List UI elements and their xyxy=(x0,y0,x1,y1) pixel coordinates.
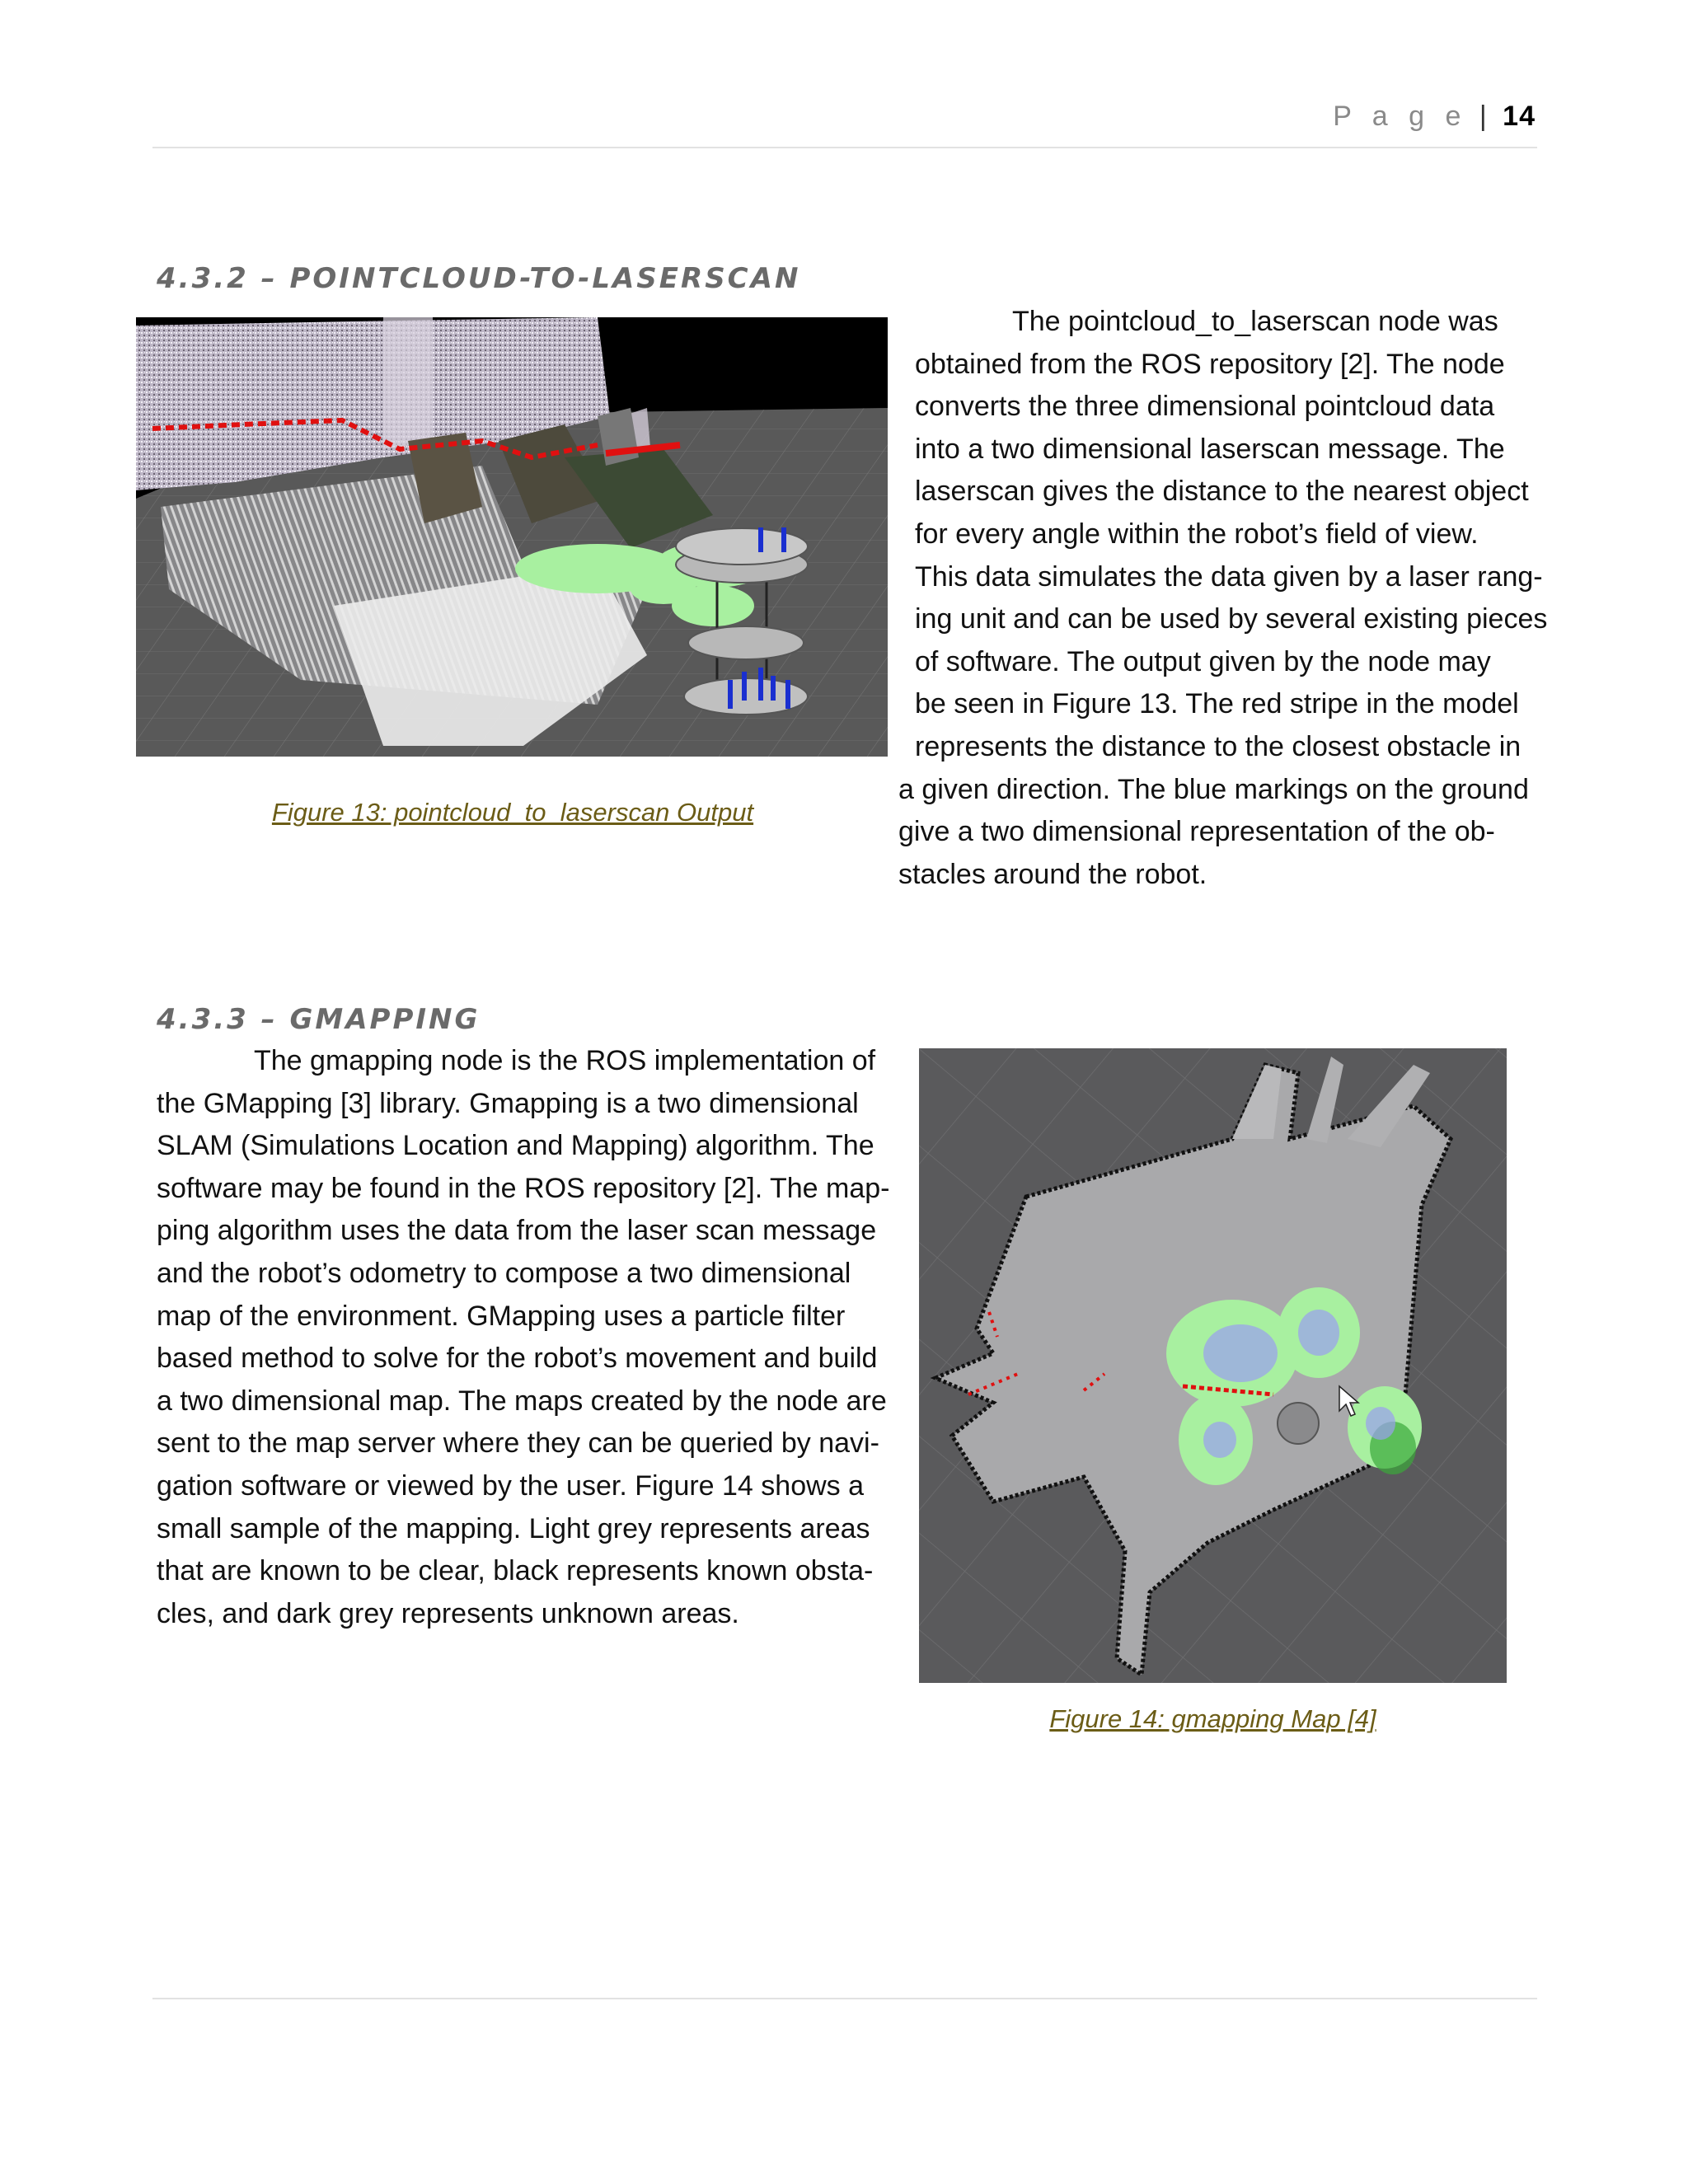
pointcloud-render-image xyxy=(136,317,888,757)
text-line: The gmapping node is the ROS implementation of xyxy=(254,1045,876,1076)
page-separator: | xyxy=(1479,101,1488,132)
text-line: into a two dimensional laserscan message. The xyxy=(915,433,1505,465)
text-line: a given direction. The blue markings on the ground xyxy=(898,773,1529,805)
figure-14-caption: Figure 14: gmapping Map [4] xyxy=(1049,1704,1376,1733)
text-line: represents the distance to the closest obstacle in xyxy=(915,730,1522,762)
text-line: software may be found in the ROS repository [2]. The map- xyxy=(157,1172,890,1204)
section-heading-pointcloud: 4.3.2 – POINTCLOUD-TO-LASERSCAN xyxy=(157,262,801,295)
text-line: map of the environment. GMapping uses a particle filter xyxy=(157,1300,846,1332)
text-line: stacles around the robot. xyxy=(898,858,1207,890)
text-line: that are known to be clear, black represents known obsta- xyxy=(157,1555,874,1587)
text-line: based method to solve for the robot’s movement and build xyxy=(157,1343,878,1375)
figure-13-pointcloud-render xyxy=(136,317,888,757)
text-line: of software. The output given by the node may xyxy=(915,645,1491,677)
text-line: laserscan gives the distance to the nearest object xyxy=(915,476,1529,508)
text-line: SLAM (Simulations Location and Mapping) algorithm. The xyxy=(157,1130,874,1162)
section-2-paragraph xyxy=(157,1040,898,1635)
section-heading-gmapping: 4.3.3 – GMAPPING xyxy=(157,1003,481,1036)
text-line: converts the three dimensional pointcloud data xyxy=(915,391,1495,423)
text-line: give a two dimensional representation of the ob- xyxy=(898,816,1495,848)
text-line: a two dimensional map. The maps created by the node are xyxy=(157,1385,887,1417)
text-line: the GMapping [3] library. Gmapping is a two dimensional xyxy=(157,1087,859,1119)
figure-13-caption: Figure 13: pointcloud_to_laserscan Output xyxy=(271,798,754,827)
page-header xyxy=(152,97,1537,148)
text-line: cles, and dark grey represents unknown areas. xyxy=(157,1597,739,1629)
figure-14-gmapping-map xyxy=(919,1048,1507,1683)
section-1-paragraph xyxy=(898,301,1548,896)
footer-rule xyxy=(152,1998,1537,1999)
gmapping-map-image xyxy=(919,1048,1507,1683)
text-line: be seen in Figure 13. The red stripe in the model xyxy=(915,688,1519,720)
text-line: sent to the map server where they can be queried by navi- xyxy=(157,1427,879,1460)
text-line: for every angle within the robot’s field of view. xyxy=(915,518,1479,550)
page-word: P a g e xyxy=(1333,101,1468,132)
text-line: ing unit and can be used by several existing pieces xyxy=(915,603,1548,635)
text-line: gation software or viewed by the user. Figure 14 shows a xyxy=(157,1469,865,1502)
page-number-value: 14 xyxy=(1503,101,1536,132)
page-number xyxy=(1333,101,1536,133)
text-line: and the robot’s odometry to compose a two dimensional xyxy=(157,1257,851,1289)
text-line: This data simulates the data given by a laser rang- xyxy=(915,560,1543,593)
text-line: ping algorithm uses the data from the laser scan message xyxy=(157,1215,877,1247)
text-line: obtained from the ROS repository [2]. The node xyxy=(915,348,1505,380)
text-line: The pointcloud_to_laserscan node was xyxy=(1012,306,1498,337)
text-line: small sample of the mapping. Light grey represents areas xyxy=(157,1512,870,1544)
